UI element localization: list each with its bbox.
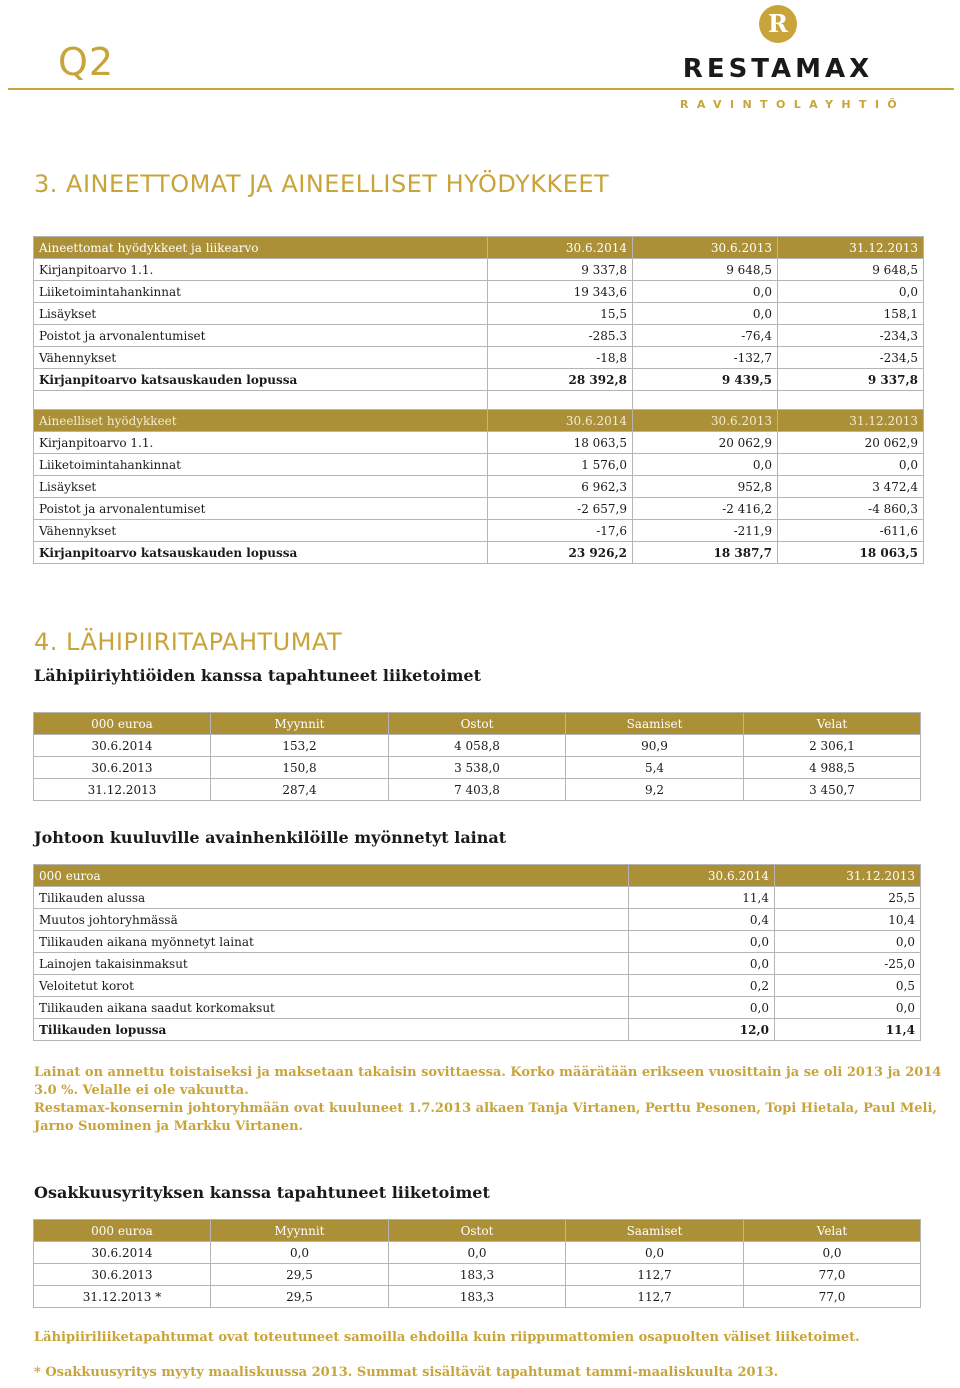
- brand-subtitle: RAVINTOLAYHTIÖ: [680, 98, 906, 111]
- table-cell: 29,5: [211, 1264, 389, 1286]
- row-label: Kirjanpitoarvo katsauskauden lopussa: [34, 542, 488, 564]
- table-cell: 0,0: [744, 1242, 921, 1264]
- table-cell: 77,0: [744, 1264, 921, 1286]
- table-cell: 12,0: [629, 1019, 775, 1041]
- table-cell: 77,0: [744, 1286, 921, 1308]
- table-cell: 5,4: [566, 757, 744, 779]
- row-label: Liiketoimintahankinnat: [34, 281, 488, 303]
- column-header: Ostot: [389, 713, 566, 735]
- table-cell: 9,2: [566, 779, 744, 801]
- row-label: Kirjanpitoarvo 1.1.: [34, 259, 488, 281]
- intangible-header-label: Aineettomat hyödykkeet ja liikearvo: [34, 237, 488, 259]
- associate-table: [33, 1219, 921, 1308]
- table-cell: 0,0: [629, 931, 775, 953]
- table-row: [34, 520, 924, 542]
- table-cell: 9 337,8: [488, 259, 633, 281]
- row-label: Vähennykset: [34, 520, 488, 542]
- column-header: 000 euroa: [34, 1220, 211, 1242]
- column-header: Ostot: [389, 1220, 566, 1242]
- table-cell: 11,4: [775, 1019, 921, 1041]
- column-header: Myynnit: [211, 1220, 389, 1242]
- table-cell: -18,8: [488, 347, 633, 369]
- table-row: [34, 887, 921, 909]
- management-note: Restamax-konsernin johtoryhmään ovat kuuluneet 1.7.2013 alkaen Tanja Virtanen, Perttu Pesonen, Topi Hietala, Paul Meli, Jarno Suominen ja Markku Virtanen.: [34, 1101, 937, 1134]
- table-cell: 0,0: [629, 953, 775, 975]
- table-cell: 0,0: [629, 997, 775, 1019]
- column-header: 000 euroa: [34, 865, 629, 887]
- row-label: Poistot ja arvonalentumiset: [34, 498, 488, 520]
- table-cell: 0,0: [775, 931, 921, 953]
- restamax-logo: [666, 4, 906, 112]
- column-header: Velat: [744, 713, 921, 735]
- tangible-header-col: 30.6.2013: [633, 410, 778, 432]
- row-label: Kirjanpitoarvo katsauskauden lopussa: [34, 369, 488, 391]
- table-cell: 3 538,0: [389, 757, 566, 779]
- column-header: Saamiset: [566, 1220, 744, 1242]
- intangible-header-col: 31.12.2013: [778, 237, 924, 259]
- table-row: [34, 1264, 921, 1286]
- intangible-header-col: 30.6.2014: [488, 237, 633, 259]
- row-label: Lisäykset: [34, 303, 488, 325]
- table-cell: -2 416,2: [633, 498, 778, 520]
- table-cell: 90,9: [566, 735, 744, 757]
- table-cell: 3 472,4: [778, 476, 924, 498]
- table-row: [34, 347, 924, 369]
- table-row: [34, 454, 924, 476]
- table-row: [34, 1242, 921, 1264]
- table-cell: -132,7: [633, 347, 778, 369]
- loans-table: [33, 864, 921, 1041]
- column-header: 31.12.2013: [775, 865, 921, 887]
- intangible-header-row: [34, 237, 924, 259]
- related-header-row: [34, 713, 921, 735]
- table-row: [34, 779, 921, 801]
- brand-name: RESTAMAX: [682, 54, 874, 84]
- table-row: [34, 931, 921, 953]
- table-row: [34, 432, 924, 454]
- table-cell: 112,7: [566, 1286, 744, 1308]
- svg-text:R: R: [768, 9, 788, 38]
- table-cell: -4 860,3: [778, 498, 924, 520]
- table-cell: -234,5: [778, 347, 924, 369]
- loans-title: Johtoon kuuluville avainhenkilöille myönnetyt lainat: [34, 828, 507, 847]
- row-label: Tilikauden aikana saadut korkomaksut: [34, 997, 629, 1019]
- table-cell: 11,4: [629, 887, 775, 909]
- table-cell: 0,0: [633, 303, 778, 325]
- logo-r-emblem-icon: [758, 4, 798, 44]
- table-cell: 9 648,5: [778, 259, 924, 281]
- table-row: [34, 909, 921, 931]
- header-divider: [8, 88, 954, 90]
- row-label: Lisäykset: [34, 476, 488, 498]
- column-header: Myynnit: [211, 713, 389, 735]
- table-cell: 31.12.2013 *: [34, 1286, 211, 1308]
- related-parties-title: Lähipiiriyhtiöiden kanssa tapahtuneet liiketoimet: [34, 666, 481, 685]
- section-3-title: 3. AINEETTOMAT JA AINEELLISET HYÖDYKKEET: [34, 170, 610, 198]
- table-cell: 19 343,6: [488, 281, 633, 303]
- table-cell: 18 063,5: [778, 542, 924, 564]
- row-label: Poistot ja arvonalentumiset: [34, 325, 488, 347]
- table-cell: 30.6.2014: [34, 735, 211, 757]
- table-row: [34, 997, 921, 1019]
- table-cell: 10,4: [775, 909, 921, 931]
- table-cell: 112,7: [566, 1264, 744, 1286]
- table-row: [34, 757, 921, 779]
- column-header: 000 euroa: [34, 713, 211, 735]
- table-cell: 4 988,5: [744, 757, 921, 779]
- table-cell: 3 450,7: [744, 779, 921, 801]
- table-cell: -76,4: [633, 325, 778, 347]
- table-cell: -17,6: [488, 520, 633, 542]
- row-label: Lainojen takaisinmaksut: [34, 953, 629, 975]
- associate-footnote: * Osakkuusyritys myyty maaliskuussa 2013. Summat sisältävät tapahtumat tammi-maaliskuulta 2013.: [34, 1365, 779, 1380]
- row-label: Muutos johtoryhmässä: [34, 909, 629, 931]
- table-row: [34, 735, 921, 757]
- tangible-total-row: [34, 542, 924, 564]
- table-cell: 20 062,9: [633, 432, 778, 454]
- table-cell: 0,0: [778, 281, 924, 303]
- column-header: Saamiset: [566, 713, 744, 735]
- associate-note: Lähipiiriliiketapahtumat ovat toteutuneet samoilla ehdoilla kuin riippumattomien osapuolten väliset liiketoimet.: [34, 1330, 860, 1345]
- table-cell: -25,0: [775, 953, 921, 975]
- table-cell: -234,3: [778, 325, 924, 347]
- intangible-total-row: [34, 369, 924, 391]
- table-cell: 30.6.2013: [34, 757, 211, 779]
- related-parties-table: [33, 712, 921, 801]
- row-label: Kirjanpitoarvo 1.1.: [34, 432, 488, 454]
- table-cell: 0,0: [778, 454, 924, 476]
- table-cell: 29,5: [211, 1286, 389, 1308]
- spacer-row: [34, 391, 924, 410]
- table-cell: 9 648,5: [633, 259, 778, 281]
- table-cell: 15,5: [488, 303, 633, 325]
- section-4-title: 4. LÄHIPIIRITAPAHTUMAT: [34, 628, 343, 656]
- row-label: Veloitetut korot: [34, 975, 629, 997]
- loans-note: Lainat on annettu toistaiseksi ja maksetaan takaisin sovittaessa. Korko määrätään erikseen vuosittain ja se oli 2013 ja 2014 3.0 %. Velalle ei ole vakuutta.: [34, 1065, 942, 1098]
- tangible-header-col: 30.6.2014: [488, 410, 633, 432]
- column-header: Velat: [744, 1220, 921, 1242]
- table-cell: 0,0: [389, 1242, 566, 1264]
- table-row: [34, 975, 921, 997]
- table-cell: 18 063,5: [488, 432, 633, 454]
- loans-header-row: [34, 865, 921, 887]
- table-cell: 153,2: [211, 735, 389, 757]
- row-label: Tilikauden aikana myönnetyt lainat: [34, 931, 629, 953]
- table-cell: 0,0: [633, 281, 778, 303]
- tangible-header-col: 31.12.2013: [778, 410, 924, 432]
- table-cell: 7 403,8: [389, 779, 566, 801]
- table-row: [34, 476, 924, 498]
- table-cell: 25,5: [775, 887, 921, 909]
- loans-total-row: [34, 1019, 921, 1041]
- table-cell: 0,4: [629, 909, 775, 931]
- table-cell: 4 058,8: [389, 735, 566, 757]
- tangible-header-label: Aineelliset hyödykkeet: [34, 410, 488, 432]
- column-header: 30.6.2014: [629, 865, 775, 887]
- associate-header-row: [34, 1220, 921, 1242]
- row-label: Liiketoimintahankinnat: [34, 454, 488, 476]
- table-cell: 1 576,0: [488, 454, 633, 476]
- table-cell: -2 657,9: [488, 498, 633, 520]
- tangible-header-row: [34, 410, 924, 432]
- table-row: [34, 259, 924, 281]
- table-cell: 31.12.2013: [34, 779, 211, 801]
- table-cell: 0,2: [629, 975, 775, 997]
- table-row: [34, 498, 924, 520]
- intangible-header-col: 30.6.2013: [633, 237, 778, 259]
- table-cell: 6 962,3: [488, 476, 633, 498]
- table-cell: 18 387,7: [633, 542, 778, 564]
- table-cell: 158,1: [778, 303, 924, 325]
- table-cell: -611,6: [778, 520, 924, 542]
- table-cell: 2 306,1: [744, 735, 921, 757]
- table-cell: -285.3: [488, 325, 633, 347]
- table-cell: 9 439,5: [633, 369, 778, 391]
- table-row: [34, 281, 924, 303]
- table-cell: 0,0: [211, 1242, 389, 1264]
- row-label: Tilikauden alussa: [34, 887, 629, 909]
- associate-title: Osakkuusyrityksen kanssa tapahtuneet liiketoimet: [34, 1183, 490, 1202]
- table-cell: 9 337,8: [778, 369, 924, 391]
- table-cell: 30.6.2014: [34, 1242, 211, 1264]
- table-cell: 28 392,8: [488, 369, 633, 391]
- table-cell: 183,3: [389, 1264, 566, 1286]
- table-cell: 30.6.2013: [34, 1264, 211, 1286]
- table-cell: -211,9: [633, 520, 778, 542]
- table-row: [34, 953, 921, 975]
- table-cell: 150,8: [211, 757, 389, 779]
- table-cell: 287,4: [211, 779, 389, 801]
- row-label: Vähennykset: [34, 347, 488, 369]
- table-cell: 20 062,9: [778, 432, 924, 454]
- assets-table: [33, 236, 924, 564]
- row-label: Tilikauden lopussa: [34, 1019, 629, 1041]
- table-cell: 952,8: [633, 476, 778, 498]
- table-cell: 0,5: [775, 975, 921, 997]
- table-cell: 0,0: [566, 1242, 744, 1264]
- quarter-label: Q2: [58, 40, 115, 84]
- table-row: [34, 325, 924, 347]
- table-row: [34, 303, 924, 325]
- table-cell: 0,0: [775, 997, 921, 1019]
- table-cell: 183,3: [389, 1286, 566, 1308]
- table-row: [34, 1286, 921, 1308]
- table-cell: 0,0: [633, 454, 778, 476]
- table-cell: 23 926,2: [488, 542, 633, 564]
